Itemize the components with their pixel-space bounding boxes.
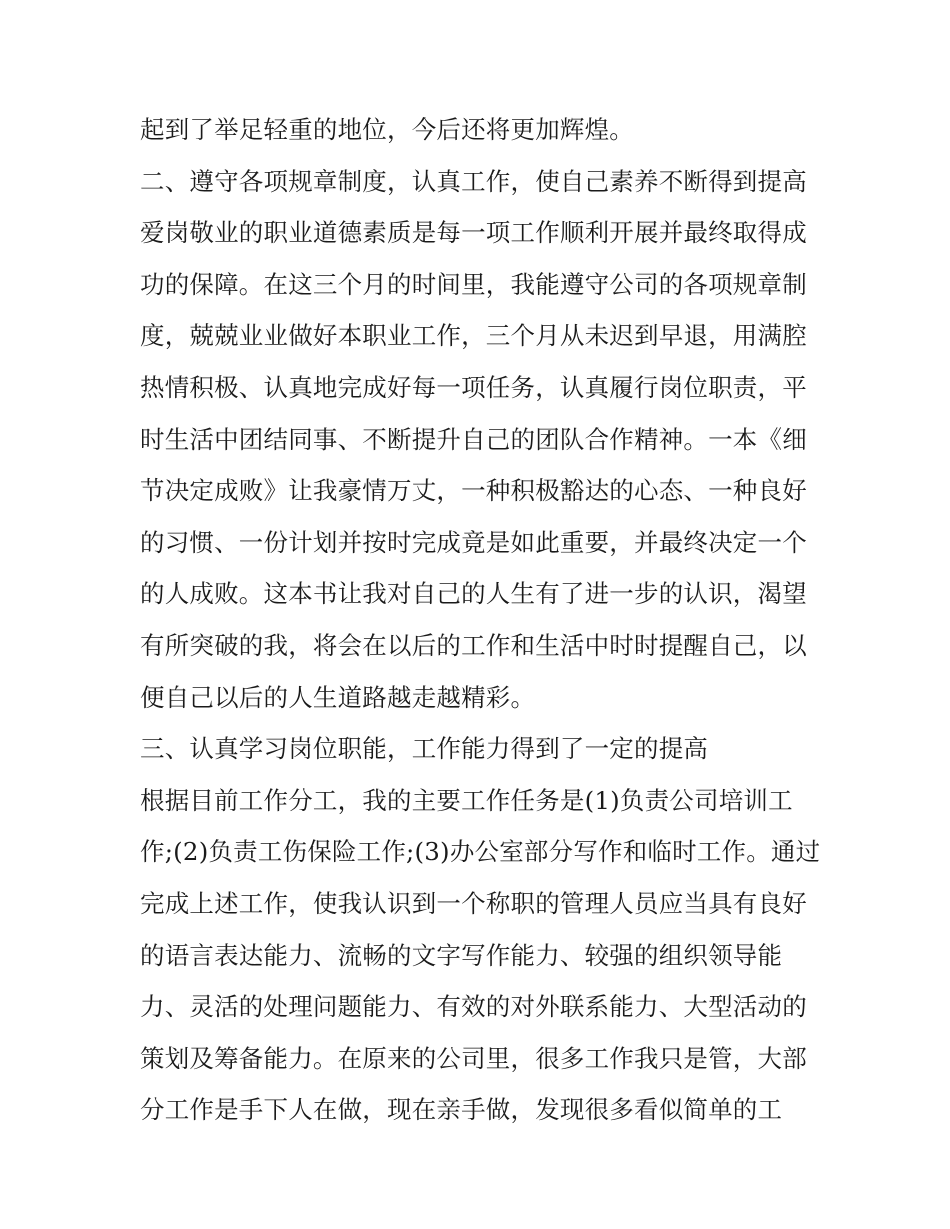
text-line: 根据目前工作分工，我的主要工作任务是(1)负责公司培训工 — [140, 785, 793, 815]
text-line: 的人成败。这本书让我对自己的人生有了进一步的认识，渴望 — [140, 579, 807, 609]
text-line: 完成上述工作，使我认识到一个称职的管理人员应当具有良好 — [140, 888, 807, 918]
text-line: 策划及筹备能力。在原来的公司里，很多工作我只是管，大部 — [140, 1043, 807, 1073]
text-line: 有所突破的我，将会在以后的工作和生活中时时提醒自己，以 — [140, 630, 807, 660]
text-line: 爱岗敬业的职业道德素质是每一项工作顺利开展并最终取得成 — [140, 218, 807, 248]
text-line: 的语言表达能力、流畅的文字写作能力、较强的组织领导能 — [140, 940, 783, 970]
text-line: 起到了举足轻重的地位，今后还将更加辉煌。 — [140, 115, 634, 144]
text-line: 作;(2)负责工伤保险工作;(3)办公室部分写作和临时工作。通过 — [140, 837, 821, 867]
text-line: 热情积极、认真地完成好每一项任务，认真履行岗位职责，平 — [140, 372, 807, 402]
text-line: 功的保障。在这三个月的时间里，我能遵守公司的各项规章制 — [140, 269, 807, 299]
text-line: 的习惯、一份计划并按时完成竟是如此重要，并最终决定一个 — [140, 527, 807, 557]
section-heading-3: 三、认真学习岗位职能，工作能力得到了一定的提高 — [140, 734, 709, 764]
text-line: 度，兢兢业业做好本职业工作，三个月从未迟到早退，用满腔 — [140, 321, 807, 351]
text-line: 分工作是手下人在做，现在亲手做，发现很多看似简单的工 — [140, 1095, 783, 1125]
text-line: 力、灵活的处理问题能力、有效的对外联系能力、大型活动的 — [140, 992, 807, 1022]
section-heading-2: 二、遵守各项规章制度，认真工作，使自己素养不断得到提高 — [140, 166, 807, 196]
text-line: 便自己以后的人生道路越走越精彩。 — [140, 682, 536, 712]
body-text — [140, 104, 820, 1136]
text-line: 节决定成败》让我豪情万丈，一种积极豁达的心态、一种良好 — [140, 476, 807, 506]
text-line: 时生活中团结同事、不断提升自己的团队合作精神。一本《细 — [140, 424, 807, 454]
